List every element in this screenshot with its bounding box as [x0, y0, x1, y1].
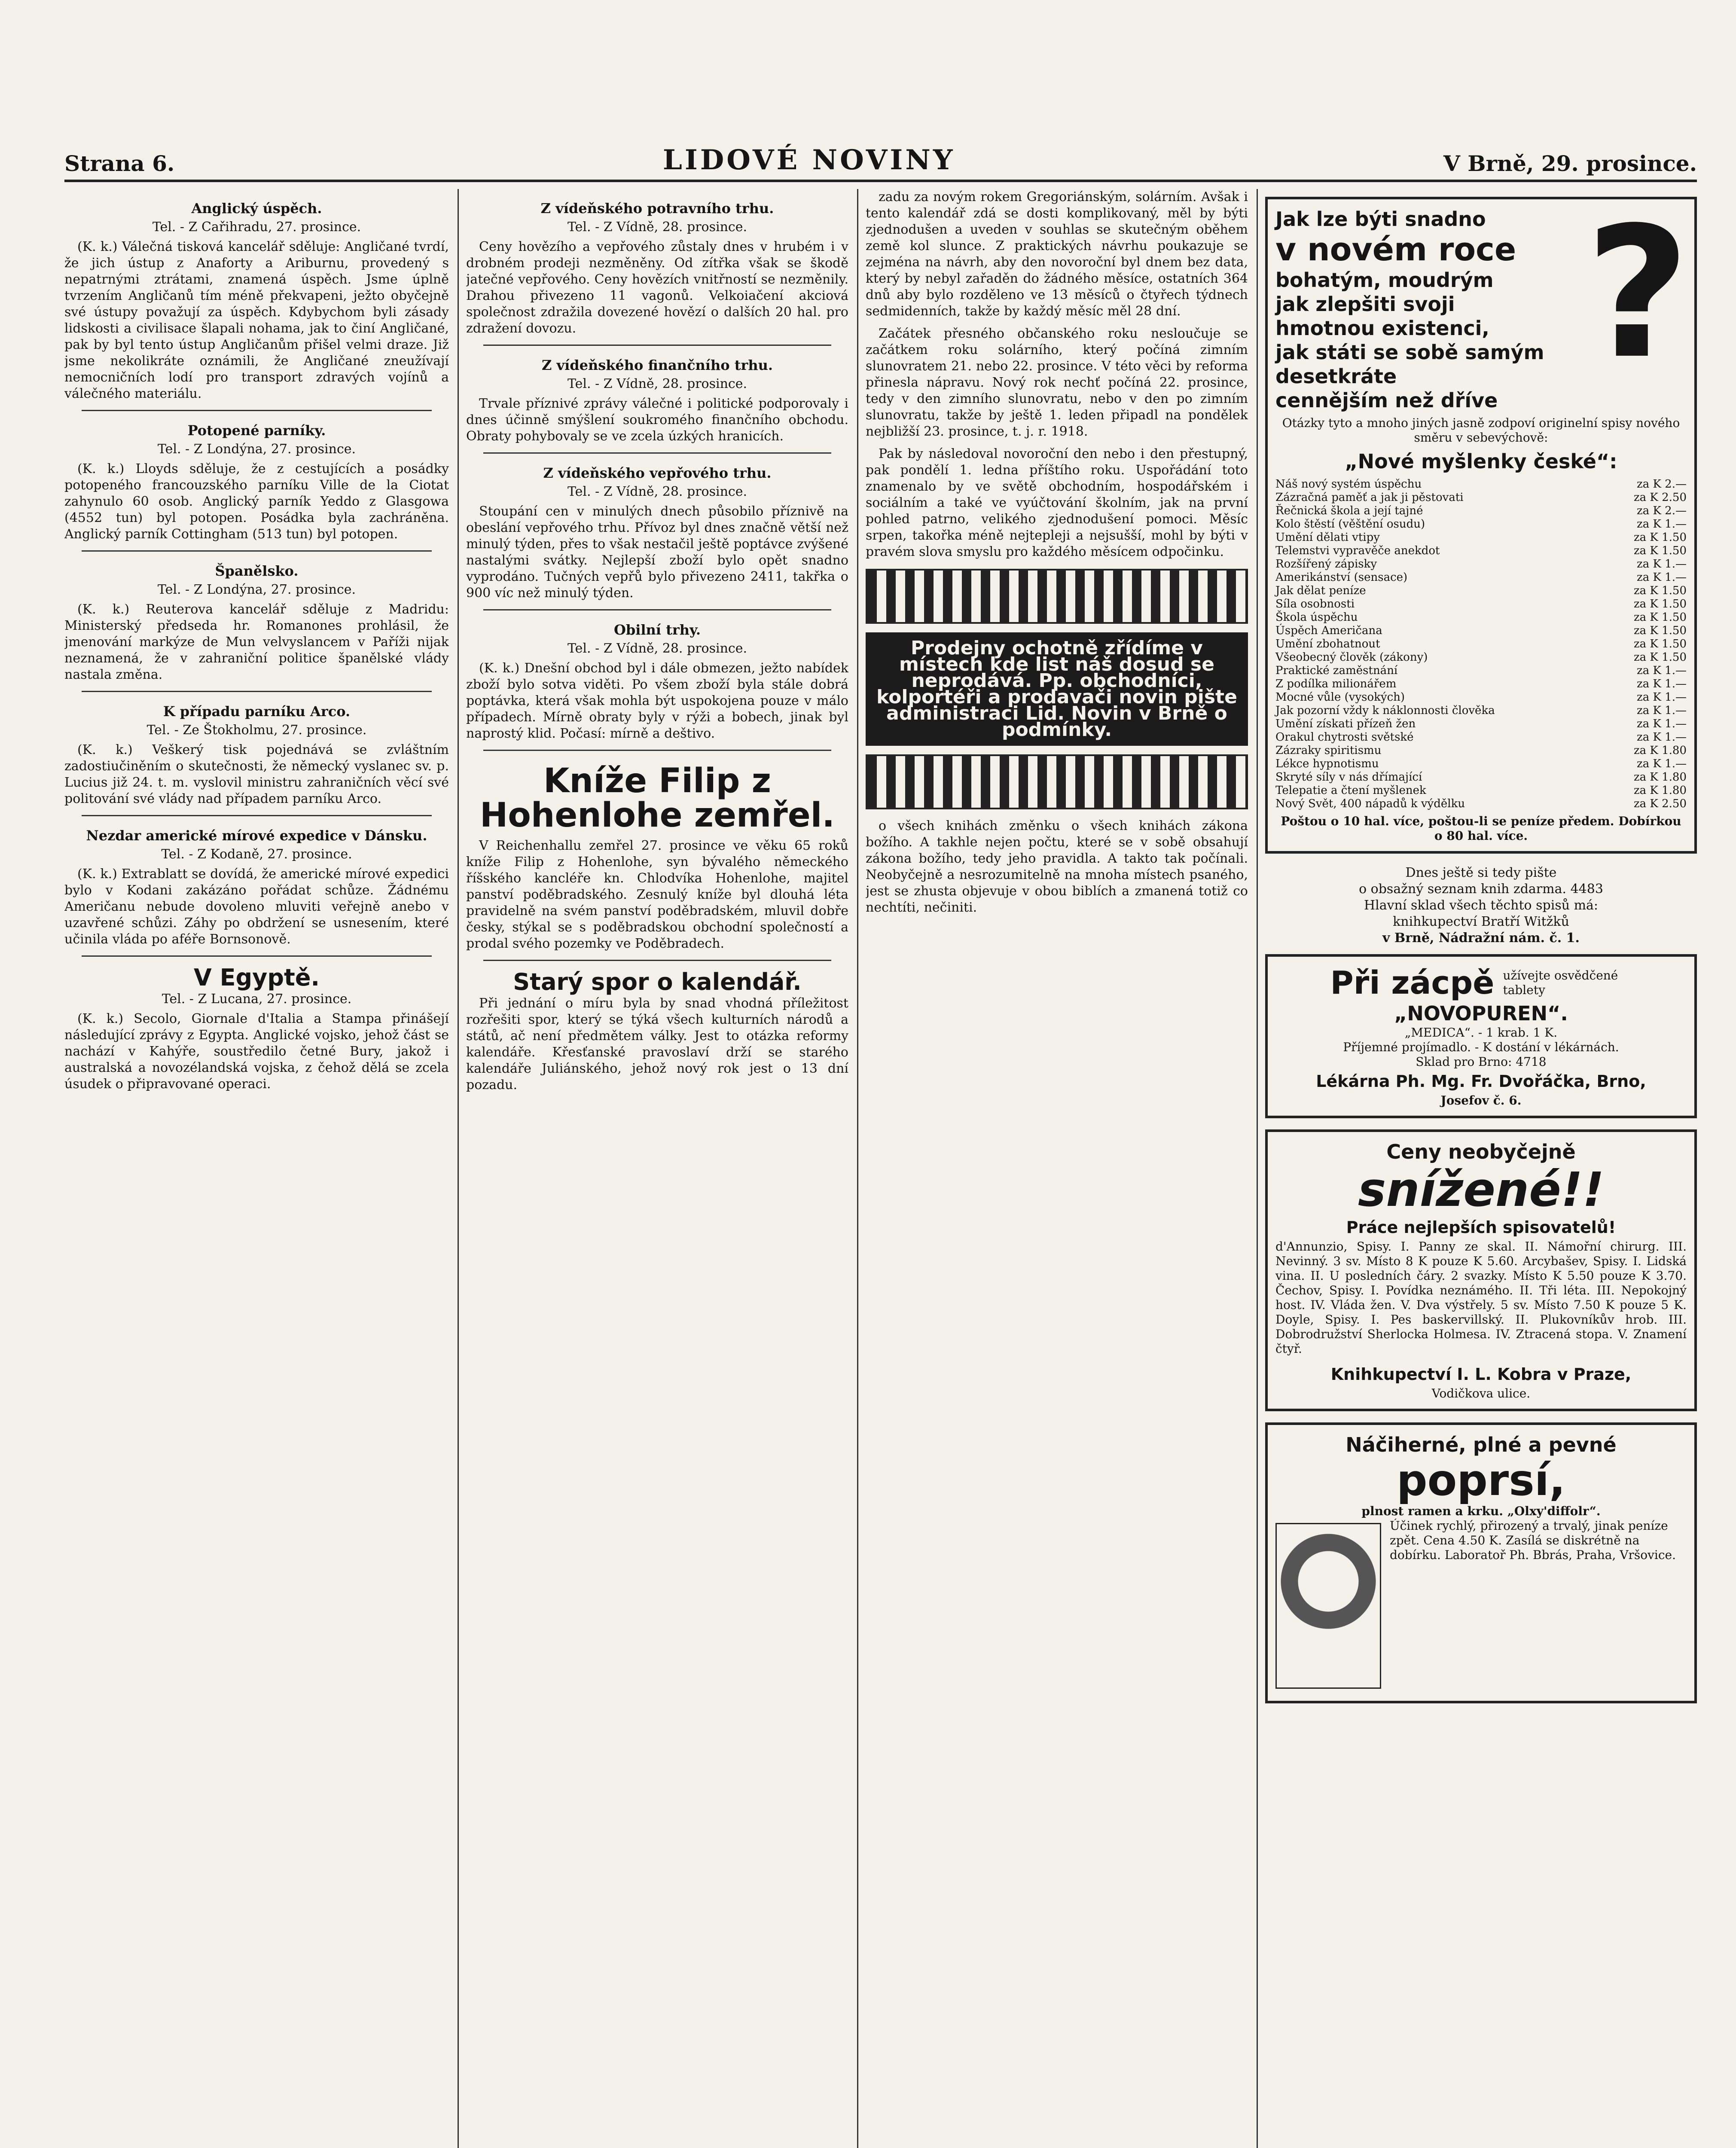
- book-list-row: [1275, 504, 1687, 518]
- ad-self-help-books: [1265, 189, 1697, 854]
- book-title: Jak pozorní vždy k náklonnosti člověka: [1275, 704, 1495, 717]
- ad-series-title: „Nové myšlenky české“:: [1345, 450, 1617, 473]
- article-dateline: Tel. - Z Vídně, 28. prosince.: [567, 220, 747, 235]
- book-list-row: [1275, 797, 1687, 811]
- book-price: za K 2.50: [1633, 797, 1687, 810]
- portrait-illustration: [1275, 1523, 1381, 1689]
- ad-headline: Náčiherné, plné a pevné: [1345, 1433, 1617, 1456]
- book-title: Mocné vůle (vysokých): [1275, 691, 1405, 704]
- book-price: za K 1.50: [1633, 598, 1687, 610]
- column-2: [466, 189, 848, 2148]
- book-title: Umění získati přízeň žen: [1275, 717, 1416, 730]
- ad-subheading: Práce nejlepších spisovatelů!: [1346, 1218, 1616, 1237]
- book-title: Zázračná paměť a jak ji pěstovati: [1275, 491, 1464, 504]
- ornament-band: [866, 754, 1248, 809]
- ad-number: 4483: [1570, 882, 1603, 897]
- book-list-row: [1275, 491, 1687, 504]
- book-price: za K 1.80: [1633, 784, 1687, 797]
- book-list-row: [1275, 598, 1687, 611]
- ad-street: Vodičkova ulice.: [1431, 1386, 1531, 1400]
- book-list-row: [1275, 784, 1687, 797]
- column-rule: [1257, 189, 1258, 2148]
- article-text: (K. k.) Secolo, Giornale d'Italia a Stampa přinášejí následující zprávy z Egypta. Anglické vojsko, jehož část se nachází v Kahýře, soustředilo četné Bury, jakož i australská a novozélandská vojska, z čehož dělá se zcela úsudek o připravované operaci.: [64, 1011, 449, 1092]
- ad-cosmetic: [1265, 1422, 1697, 1703]
- ad-number: 4718: [1516, 1055, 1547, 1069]
- book-list-row: [1275, 757, 1687, 771]
- book-list-row: [1275, 744, 1687, 757]
- ad-headline-large: snížené!!: [1358, 1162, 1605, 1217]
- separator: [82, 955, 432, 957]
- article-dateline: Tel. - Z Londýna, 27. prosince.: [157, 582, 356, 597]
- article-heading: Anglický úspěch.: [191, 200, 322, 217]
- book-price: za K 1.50: [1633, 611, 1687, 624]
- ad-catalogue: [1265, 865, 1697, 946]
- book-title: Rozšířený zápisky: [1275, 558, 1377, 571]
- book-title: Síla osobnosti: [1275, 598, 1355, 610]
- book-list-row: [1275, 664, 1687, 677]
- book-title: Amerikánství (sensace): [1275, 571, 1408, 584]
- ad-subtext: Otázky tyto a mnoho jiných jasně zodpoví originelní spisy nového směru v sebevýchově:: [1282, 416, 1680, 445]
- book-price: za K 1.50: [1633, 531, 1687, 544]
- book-price: za K 1.—: [1637, 731, 1687, 744]
- book-price: za K 2.—: [1637, 478, 1687, 491]
- book-list-row: [1275, 558, 1687, 571]
- article-text: (K. k.) Reuterova kancelář sděluje z Madridu: Ministerský předseda hr. Romanones prohlásil, že jmenování markýze de Mun velvyslancem v Paříži nijak neznamená, že v zahraniční politice španělské vlády nastala změna.: [64, 602, 449, 682]
- separator: [483, 960, 831, 961]
- article-text: zadu za novým rokem Gregoriánským, solárním. Avšak i tento kalendář zdá se dosti komplikovaný, měl by býti zjednodušen a uveden v souhlas se skutečným oběhem země kol slunce. Z praktických návrhu poukazuje se zejména na návrh, aby den novoroční byl dnem bez data, který by nebyl zařaděn do žádného měsíce, ostatních 364 dnů aby bylo rozděleno ve 13 měsíců o čtyřech týdnech sedmidenních, takže by každý měsíc měl 28 dní.: [866, 189, 1248, 319]
- book-title: Praktické zaměstnání: [1275, 664, 1398, 677]
- book-list-row: [1275, 638, 1687, 651]
- ad-headline: Jak lze býti snadno: [1275, 207, 1486, 231]
- masthead: [64, 137, 1697, 182]
- book-list-row: [1275, 651, 1687, 664]
- article-text: Při jednání o míru byla by snad vhodná příležitost rozřešiti spor, který se týká všech kulturních národů a států, ač není předmětem války. Jest to otázka reformy kalendáře. Křesťanské pravoslaví drží se starého kalendáře Juliánského, jehož nový rok jest o 13 dní pozadu.: [466, 996, 848, 1092]
- article-heading: Nezdar americké mírové expedice v Dánsku.: [86, 827, 427, 844]
- book-title: Z podílka milionářem: [1275, 677, 1397, 690]
- ad-description: Příjemné projímadlo. - K dostání v lékárnách.: [1343, 1040, 1619, 1054]
- article-text: (K. k.) Válečná tisková kancelář sděluje: Angličané tvrdí, že jich ústup z Anaforty a Ariburnu, provedený s nepatrnými ztrátami, znamená úspěch. Jsme úplně tvrzením Angličanů tím méně překvapeni, ježto obyčejně své ústupy považují za úspěch. Kdybychom byli zásady lidskosti a civilisace šlapali nohama, jak to činí Angličané, pak by byl tento ústup Angličanům přišel velmi draze. Již jsme nekolikráte oznámili, že Angličané zneužívají nemocničních lodí pro transport zdravých vojínů a válečného materiálu.: [64, 239, 449, 401]
- book-list-row: [1275, 531, 1687, 544]
- column-4-ads: [1265, 189, 1697, 2148]
- book-price: za K 1.50: [1633, 638, 1687, 650]
- ad-headline: Ceny neobyčejně: [1386, 1140, 1576, 1163]
- article-heading: V Egyptě.: [194, 964, 320, 991]
- book-title: Náš nový systém úspěchu: [1275, 478, 1422, 491]
- article-dateline: Tel. - Ze Štokholmu, 27. prosince.: [146, 723, 367, 738]
- article-text: (K. k.) Dnešní obchod byl i dále obmezen, ježto nabídek zboží bylo sotva viděti. Po všem zboží byla stále dobrá poptávka, která však mohla být uspokojena pouze v málo případech. Mírně obraty byly v rýži a bobech, jinak byl naprostý klid. Počasí: mírně a deštivo.: [466, 661, 848, 741]
- article-heading: Z vídeňského potravního trhu.: [540, 200, 774, 217]
- question-mark-graphic: ?: [1585, 189, 1690, 399]
- ad-book-listing: d'Annunzio, Spisy. I. Panny ze skal. II. Námořní chirurg. III. Nevinný. 3 sv. Místo 8 K pouze K 5.60. Arcybašev, Spisy. I. Lidská vina. II. U posledních čáry. 2 svazky. Místo K 5.50 pouze K 3.70. Čechov, Spisy. I. Povídka neznámého. II. Tři léta. III. Nepokojný host. IV. Vláda žen. V. Dva výstřely. 5 sv. Místo 7.50 K pouze 5 K. Doyle, Spisy. I. Pes baskervillský. II. Plukovníkův hrob. III. Dobrodružství Sherlocka Holmesa. IV. Ztracená stopa. V. Znamení čtyř.: [1275, 1239, 1687, 1356]
- ad-subtext-line: o obsažný seznam knih zdarma.: [1359, 882, 1567, 897]
- ad-headline-large: poprsí,: [1397, 1455, 1565, 1505]
- newspaper-title: LIDOVÉ NOVINY: [662, 144, 955, 176]
- ad-headline: bohatým, moudrým: [1275, 268, 1494, 292]
- article-heading: Z vídeňského vepřového trhu.: [543, 465, 772, 481]
- book-title: Škola úspěchu: [1275, 611, 1358, 624]
- book-price: za K 1.—: [1637, 677, 1687, 690]
- ad-headline: v novém roce: [1275, 231, 1516, 268]
- book-list-row: [1275, 544, 1687, 558]
- book-price: za K 1.—: [1637, 518, 1687, 531]
- book-price: za K 1.—: [1637, 691, 1687, 704]
- article-heading: Starý spor o kalendář.: [513, 968, 802, 995]
- separator: [82, 691, 432, 692]
- book-list-row: [1275, 611, 1687, 624]
- ad-postage-note: Poštou o 10 hal. více, poštou-li se peníze předem. Dobírkou o 80 hal. více.: [1281, 814, 1681, 843]
- issue-date: V Brně, 29. prosince.: [1443, 151, 1697, 176]
- separator: [483, 452, 831, 454]
- ad-description: Účinek rychlý, přirozený a trvalý, jinak peníze zpět. Cena 4.50 K. Zasílá se diskrétně na dobírku. Laboratoř Ph. Bbrás, Praha, Vršovice.: [1390, 1519, 1676, 1562]
- article-text: Začátek přesného občanského roku nesloučuje se začátkem roku solárního, který počíná zimním slunovratem 21. nebo 22. prosince. V této věci by reforma přinesla nápravu. Nový rok nechť počíná 22. prosince, tedy v den zimního slunovratu, nebo v den po zimním slunovratu, takže by ještě 1. leden připadl na pondělek nejbližší 23. prosince, t. j. r. 1918.: [866, 326, 1248, 439]
- article-dateline: Tel. - Z Lucana, 27. prosince.: [162, 992, 352, 1007]
- column-rule: [857, 189, 858, 2148]
- book-price: za K 1.—: [1637, 757, 1687, 770]
- book-title: Skryté síly v nás dřímající: [1275, 771, 1422, 784]
- ad-headline: hmotnou existenci,: [1275, 317, 1489, 340]
- separator: [82, 550, 432, 552]
- article-dateline: Tel. - Z Vídně, 28. prosince.: [567, 641, 747, 656]
- article-dateline: Tel. - Z Cařihradu, 27. prosince.: [152, 220, 361, 235]
- article-dateline: Tel. - Z Londýna, 27. prosince.: [157, 442, 356, 457]
- book-price: za K 2.50: [1633, 491, 1687, 504]
- ad-store-label: Sklad pro Brno:: [1416, 1055, 1512, 1069]
- article-text: (K. k.) Veškerý tisk pojednává se zvláštním zadostiučiněním o skutečnosti, že německý vyslanec sv. p. Lucius již 24. t. m. vyslovil ministru zahraničních věcí své politování své vlády nad případem parníku Arco.: [64, 742, 449, 806]
- column-3: [866, 189, 1248, 2148]
- book-list-row: [1275, 624, 1687, 638]
- separator: [483, 609, 831, 610]
- ad-headline: jak státi se sobě samým desetkráte: [1275, 341, 1544, 388]
- separator: [483, 750, 831, 751]
- book-list-row: [1275, 704, 1687, 717]
- ornament-band: [866, 569, 1248, 624]
- book-price: za K 1.—: [1637, 571, 1687, 584]
- book-price: za K 1.—: [1637, 717, 1687, 730]
- book-list-row: [1275, 584, 1687, 598]
- book-list-row: [1275, 677, 1687, 691]
- book-title: Nový Svět, 400 nápadů k výdělku: [1275, 797, 1465, 810]
- book-price: za K 1.50: [1633, 624, 1687, 637]
- page-number: Strana 6.: [64, 151, 175, 176]
- book-price: za K 1.—: [1637, 704, 1687, 717]
- column-1: [64, 189, 449, 2148]
- article-dateline: Tel. - Z Vídně, 28. prosince.: [567, 376, 747, 391]
- book-title: Lékce hypnotismu: [1275, 757, 1379, 770]
- article-heading: Kníže Filip z Hohenlohe zemřel.: [479, 762, 835, 835]
- article-heading: Obilní trhy.: [613, 622, 701, 638]
- article-heading: Potopené parníky.: [187, 422, 326, 439]
- separator: [82, 815, 432, 816]
- ad-note: Hlavní sklad všech těchto spisů má:: [1364, 898, 1599, 913]
- book-list-row: [1275, 571, 1687, 584]
- ad-headline: Při zácpě: [1330, 964, 1495, 1001]
- ad-address: v Brně, Nádražní nám. č. 1.: [1382, 931, 1580, 946]
- article-text: Trvale příznivé zprávy válečné i politické podporovaly i dnes účinně smýšlení soukromého finančního obchodu. Obraty pohybovaly se ve zcela úzkých hranicích.: [466, 396, 848, 444]
- article-text: V Reichenhallu zemřel 27. prosince ve věku 65 roků kníže Filip z Hohenlohe, syn bývalého německého říšského kancléře kn. Chlodvíka Hohenlohe, majitel panství poděbradského. Zesnulý kníže byl dlouhá léta pravidelně na svém panství poděbradském, mluvil dobře česky, stýkal se s poděbradskou obchodní společností a prodal svého pozemky ve Poděbradech.: [466, 838, 848, 951]
- article-text: Pak by následoval novoroční den nebo i den přestupný, pak pondělí 1. ledna příštího roku. Uspořádání toto znamenalo by ve světě obchodním, hospodářském i sociálním a také ve vyúčtování školním, jak na první pohled patrno, velikého zjednodušení pomoci. Měsíc srpen, takořka méně nejtepleji a nejsušší, mohl by býti v pravém slova smyslu pro každého měsícem odpočinku.: [866, 446, 1248, 559]
- ad-subheading: plnost ramen a krku. „Olxy'diffolr“.: [1361, 1504, 1601, 1518]
- ad-shop-name: knihkupectví Bratří Witžků: [1393, 914, 1569, 929]
- book-price: za K 1.—: [1637, 558, 1687, 571]
- ad-subtext: [1265, 881, 1697, 897]
- book-price: za K 1.50: [1633, 584, 1687, 597]
- article-text: Ceny hovězího a vepřového zůstaly dnes v hrubém i v drobném prodeji nezměněny. Od zítřka však se škodě jatečné vepřového. Ceny hovězích vnitřností se nezměnily. Drahou přivezeno 11 vagonů. Velkoiačení akciová společnost zdražila dovezené hovězí o dalších 20 hal. pro zdražení dovozu.: [466, 239, 848, 336]
- article-dateline: Tel. - Z Kodaně, 27. prosince.: [161, 847, 352, 862]
- book-title: Telemstvi vypravěče anekdot: [1275, 544, 1440, 557]
- book-list-row: [1275, 731, 1687, 744]
- book-title: Kolo štěstí (věštění osudu): [1275, 518, 1425, 531]
- book-list-row: [1275, 518, 1687, 531]
- article-text: (K. k.) Extrablatt se dovídá, že americké mírové expedici bylo v Kodani zakázáno pořádat schůze. Žádnému Američanu nebude dovoleno mluviti veřejně anebo v uzavřené schůzi. Záhy po obdržení se usnesením, které učinila vláda po aféře Bornsonově.: [64, 867, 449, 947]
- article-text: Stoupání cen v minulých dnech působilo příznivě na obeslání vepřového trhu. Přívoz byl dnes značně větší než minulý týden, přes to však nestačil ještě poptávce zvýšené nastalými svátky. Nejlepší zboží bylo opět snadno vyprodáno. Tučných vepřů bylo přivezeno 2411, takřka o 900 víc než minulý týden.: [466, 504, 848, 601]
- article-heading: K případu parníku Arco.: [163, 703, 351, 720]
- article-heading: Z vídeňského finančního trhu.: [541, 357, 773, 373]
- article-text: o všech knihách změnku o všech knihách zákona božího. A takhle nejen počtu, které se v sobě obsahují zákona božího, tedy jeho pravidla. A takto tak počínali. Neobyčejně a nesrozumitelně na mnoha místech psaného, jest se zhusta objevuje v obou biblích a zmanená totiž co nechtíti, nečiniti.: [866, 818, 1248, 915]
- book-price: za K 1.—: [1637, 664, 1687, 677]
- book-title: Řečnická škola a její tajné: [1275, 504, 1423, 517]
- ad-tagline: užívejte osvědčené tablety: [1503, 968, 1618, 997]
- vendor-promo: Prodejny ochotně zřídíme v místech kde list náš dosud se neprodává. Pp. obchodníci, kolportéři a prodavači novin pište administraci Lid. Novin v Brně o podmínky.: [866, 632, 1248, 746]
- separator: [483, 345, 831, 346]
- ad-headline: Dnes ještě si tedy pište: [1405, 865, 1557, 880]
- separator: [82, 410, 432, 411]
- book-title: Úspěch Američana: [1275, 624, 1382, 637]
- ad-pharmacy: Lékárna Ph. Mg. Fr. Dvořáčka, Brno,: [1316, 1072, 1646, 1091]
- book-price: za K 1.50: [1633, 544, 1687, 557]
- book-title: Umění zbohatnout: [1275, 638, 1380, 650]
- article-heading: Španělsko.: [215, 563, 299, 579]
- article-dateline: Tel. - Z Vídně, 28. prosince.: [567, 484, 747, 499]
- ad-headline: jak zlepšiti svoji: [1275, 293, 1455, 316]
- book-list-row: [1275, 478, 1687, 491]
- book-title: Orakul chytrosti světské: [1275, 731, 1414, 744]
- ad-headline: cennějším než dříve: [1275, 389, 1498, 412]
- book-price: za K 2.—: [1637, 504, 1687, 517]
- column-rule: [458, 189, 459, 2148]
- book-list-row: [1275, 691, 1687, 704]
- book-title: Zázraky spiritismu: [1275, 744, 1382, 757]
- ad-publisher: Knihkupectví I. L. Kobra v Praze,: [1330, 1365, 1632, 1384]
- ad-brand: „NOVOPUREN“.: [1394, 1002, 1568, 1025]
- ad-maker: „MEDICA“. - 1 krab. 1 K.: [1404, 1025, 1558, 1040]
- book-title: Umění dělati vtipy: [1275, 531, 1380, 544]
- ad-book-list: [1275, 478, 1687, 811]
- book-title: Jak dělat peníze: [1275, 584, 1366, 597]
- ad-street: Josefov č. 6.: [1440, 1093, 1522, 1108]
- book-price: za K 1.80: [1633, 771, 1687, 784]
- book-list-row: [1275, 771, 1687, 784]
- book-list-row: [1275, 717, 1687, 731]
- book-title: Telepatie a čtení myšlenek: [1275, 784, 1426, 797]
- ad-book-sale: [1265, 1129, 1697, 1411]
- article-text: (K. k.) Lloyds sděluje, že z cestujících a posádky potopeného francouzského parníku Ville de la Ciotat zahynulo 60 osob. Anglický parník Yeddo z Glasgowa (4552 tun) byl potopen. Posádka byla zachráněna. Anglický parník Cottingham (513 tun) byl potopen.: [64, 461, 449, 542]
- newspaper-page: [64, 137, 1697, 2148]
- ad-store: [1275, 1055, 1687, 1069]
- ad-novopuren: [1265, 954, 1697, 1118]
- book-price: za K 1.80: [1633, 744, 1687, 757]
- book-price: za K 1.50: [1633, 651, 1687, 664]
- book-title: Všeobecný člověk (zákony): [1275, 651, 1428, 664]
